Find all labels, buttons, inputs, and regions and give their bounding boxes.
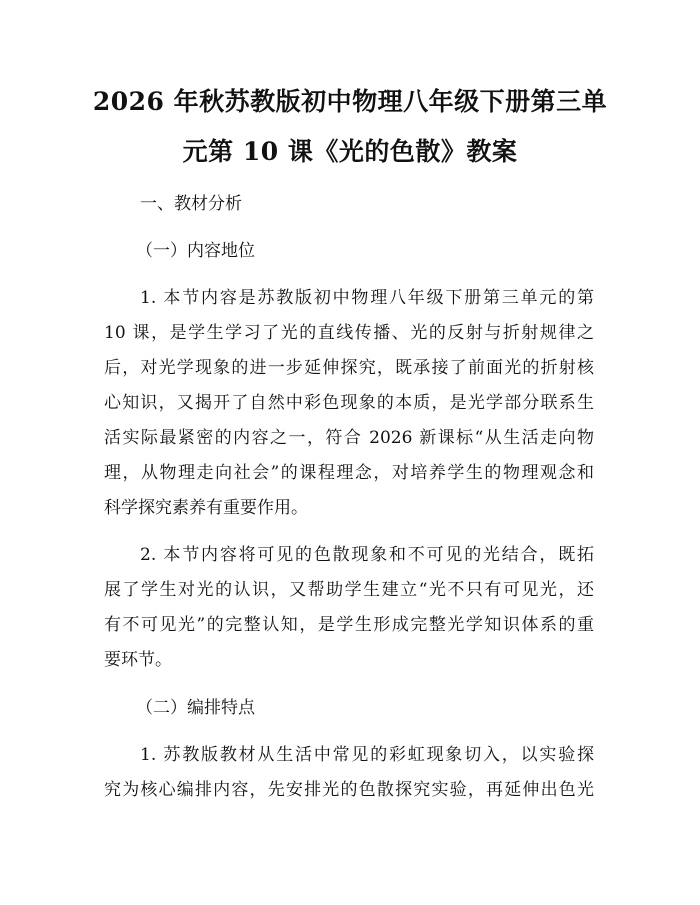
paragraph-1-line-6: 理，从物理走向社会”的课程理念，对培养学生的物理观念和 (104, 463, 594, 483)
paragraph-1-line-4: 心知识，又揭开了自然中彩色现象的本质，是光学部分联系生 (104, 393, 594, 413)
paragraph-1-line-3: 后，对光学现象的进一步延伸探究，既承接了前面光的折射核 (104, 358, 594, 378)
document-title-line-1: 2026 年秋苏教版初中物理八年级下册第三单 (92, 87, 608, 116)
paragraph-1-line-1: 1. 本节内容是苏教版初中物理八年级下册第三单元的第 (140, 288, 594, 308)
paragraph-2-line-1: 2. 本节内容将可见的色散现象和不可见的光结合，既拓 (140, 545, 594, 565)
subsection-heading-content-position: （一）内容地位 (136, 241, 255, 261)
paragraph-1-line-5: 活实际最紧密的内容之一，符合 2026 新课标“从生活走向物 (104, 428, 594, 448)
paragraph-2-line-4: 要环节。 (104, 650, 172, 670)
paragraph-2-line-2: 展了学生对光的认识，又帮助学生建立“光不只有可见光，还 (104, 580, 594, 600)
paragraph-2-line-3: 有不可见光”的完整认知，是学生形成完整光学知识体系的重 (104, 615, 594, 635)
paragraph-3-line-2: 究为核心编排内容，先安排光的色散探究实验，再延伸出色光 (104, 780, 594, 800)
section-heading-textbook-analysis: 一、教材分析 (140, 194, 242, 214)
paragraph-1-line-2: 10 课，是学生学习了光的直线传播、光的反射与折射规律之 (104, 323, 594, 343)
document-title-line-2: 元第 10 课《光的色散》教案 (182, 137, 518, 166)
paragraph-3-line-1: 1. 苏教版教材从生活中常见的彩虹现象切入，以实验探 (140, 745, 594, 765)
subsection-heading-arrangement-features: （二）编排特点 (136, 698, 255, 718)
paragraph-1-line-7: 科学探究素养有重要作用。 (104, 498, 308, 518)
